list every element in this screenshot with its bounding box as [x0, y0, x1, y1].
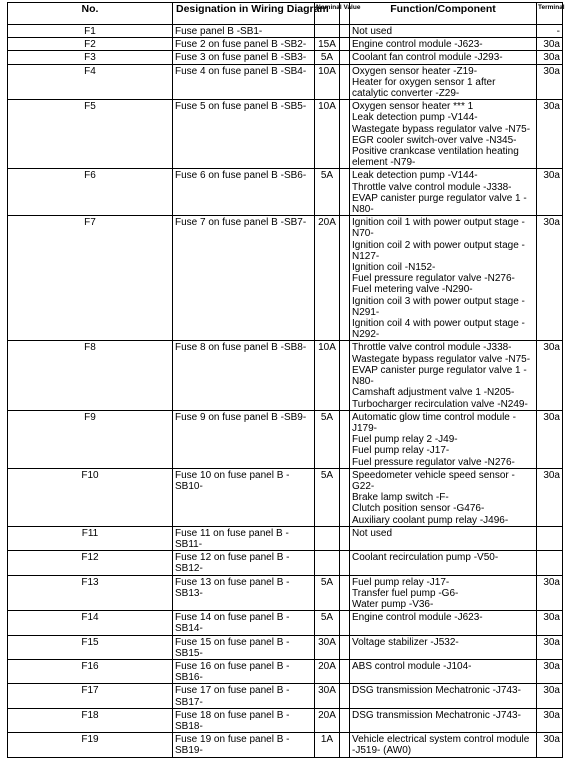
terminal-cell: 30a — [537, 169, 563, 216]
fuse-number-cell: F1 — [8, 25, 173, 38]
gap-cell — [340, 341, 350, 410]
gap-cell — [340, 575, 350, 611]
nominal-value-cell: 20A — [315, 708, 340, 732]
terminal-cell: 30a — [537, 341, 563, 410]
nominal-value-cell: 30A — [315, 684, 340, 708]
fuse-number-cell: F9 — [8, 410, 173, 468]
terminal-cell: 30a — [537, 575, 563, 611]
function-cell: Coolant fan control module -J293- — [350, 51, 537, 64]
gap-cell — [340, 216, 350, 341]
terminal-cell: - — [537, 25, 563, 38]
designation-cell: Fuse 13 on fuse panel B -SB13- — [173, 575, 315, 611]
fuse-number-cell: F3 — [8, 51, 173, 64]
table-row — [8, 611, 563, 635]
table-row — [8, 526, 563, 550]
terminal-cell: 30a — [537, 38, 563, 51]
function-cell: Vehicle electrical system control module -J519- (AW0) — [350, 733, 537, 757]
function-cell: Engine control module -J623- — [350, 611, 537, 635]
fuse-number-cell: F8 — [8, 341, 173, 410]
fuse-number-cell: F14 — [8, 611, 173, 635]
fuse-number-cell: F16 — [8, 659, 173, 683]
terminal-cell: 30a — [537, 611, 563, 635]
nominal-value-cell: 5A — [315, 611, 340, 635]
terminal-cell: 30a — [537, 684, 563, 708]
fuse-number-cell: F5 — [8, 100, 173, 169]
fuse-number-cell: F12 — [8, 551, 173, 575]
function-cell: Fuel pump relay -J17- Transfer fuel pump -G6- Water pump -V36- — [350, 575, 537, 611]
function-cell: Speedometer vehicle speed sensor -G22- Brake lamp switch -F- Clutch position sensor -G476- Auxiliary coolant pump relay -J496- — [350, 468, 537, 526]
fuse-number-cell: F19 — [8, 733, 173, 757]
designation-cell: Fuse panel B -SB1- — [173, 25, 315, 38]
header-no: No. — [8, 3, 173, 25]
fuse-number-cell: F2 — [8, 38, 173, 51]
table-row — [8, 468, 563, 526]
table-row — [8, 551, 563, 575]
function-cell: Automatic glow time control module -J179- Fuel pump relay 2 -J49- Fuel pump relay -J17- Fuel pressure regulator valve -N276- — [350, 410, 537, 468]
table-row — [8, 64, 563, 100]
function-cell: Not used — [350, 526, 537, 550]
terminal-cell: 30a — [537, 64, 563, 100]
gap-cell — [340, 169, 350, 216]
designation-cell: Fuse 4 on fuse panel B -SB4- — [173, 64, 315, 100]
function-cell: Coolant recirculation pump -V50- — [350, 551, 537, 575]
nominal-value-cell: 10A — [315, 100, 340, 169]
gap-cell — [340, 659, 350, 683]
nominal-value-cell: 5A — [315, 51, 340, 64]
function-cell: Leak detection pump -V144- Throttle valve control module -J338- EVAP canister purge regulator valve 1 -N80- — [350, 169, 537, 216]
designation-cell: Fuse 8 on fuse panel B -SB8- — [173, 341, 315, 410]
fuse-number-cell: F18 — [8, 708, 173, 732]
terminal-cell: 30a — [537, 635, 563, 659]
header-terminal: Terminal — [537, 3, 563, 25]
function-cell: Voltage stabilizer -J532- — [350, 635, 537, 659]
designation-cell: Fuse 19 on fuse panel B -SB19- — [173, 733, 315, 757]
gap-cell — [340, 25, 350, 38]
nominal-value-cell: 1A — [315, 733, 340, 757]
function-cell: ABS control module -J104- — [350, 659, 537, 683]
fuse-number-cell: F13 — [8, 575, 173, 611]
table-row — [8, 635, 563, 659]
gap-cell — [340, 733, 350, 757]
table-body — [8, 25, 563, 758]
fuse-number-cell: F17 — [8, 684, 173, 708]
nominal-value-cell: 5A — [315, 575, 340, 611]
designation-cell: Fuse 2 on fuse panel B -SB2- — [173, 38, 315, 51]
header-nominal-value: Nominal Value — [315, 3, 340, 25]
table-row — [8, 25, 563, 38]
table-row — [8, 659, 563, 683]
gap-cell — [340, 611, 350, 635]
table-row — [8, 38, 563, 51]
function-cell: Throttle valve control module -J338- Wastegate bypass regulator valve -N75- EVAP canister purge regulator valve 1 -N80- Camshaft adjustment valve 1 -N205- Turbocharger recirculation valve -N249- — [350, 341, 537, 410]
designation-cell: Fuse 5 on fuse panel B -SB5- — [173, 100, 315, 169]
terminal-cell: 30a — [537, 410, 563, 468]
function-cell: DSG transmission Mechatronic -J743- — [350, 684, 537, 708]
terminal-cell: 30a — [537, 51, 563, 64]
terminal-cell: 30a — [537, 100, 563, 169]
designation-cell: Fuse 14 on fuse panel B -SB14- — [173, 611, 315, 635]
table-row — [8, 51, 563, 64]
gap-cell — [340, 51, 350, 64]
terminal-cell — [537, 551, 563, 575]
nominal-value-cell — [315, 551, 340, 575]
fuse-number-cell: F6 — [8, 169, 173, 216]
function-cell: Engine control module -J623- — [350, 38, 537, 51]
nominal-value-cell — [315, 25, 340, 38]
gap-cell — [340, 38, 350, 51]
nominal-value-cell: 10A — [315, 64, 340, 100]
designation-cell: Fuse 11 on fuse panel B -SB11- — [173, 526, 315, 550]
designation-cell: Fuse 18 on fuse panel B -SB18- — [173, 708, 315, 732]
terminal-cell: 30a — [537, 468, 563, 526]
designation-cell: Fuse 15 on fuse panel B -SB15- — [173, 635, 315, 659]
table-row — [8, 100, 563, 169]
gap-cell — [340, 526, 350, 550]
designation-cell: Fuse 12 on fuse panel B -SB12- — [173, 551, 315, 575]
designation-cell: Fuse 17 on fuse panel B -SB17- — [173, 684, 315, 708]
designation-cell: Fuse 16 on fuse panel B -SB16- — [173, 659, 315, 683]
designation-cell: Fuse 6 on fuse panel B -SB6- — [173, 169, 315, 216]
table-row — [8, 341, 563, 410]
function-cell: DSG transmission Mechatronic -J743- — [350, 708, 537, 732]
table-row — [8, 684, 563, 708]
fuse-number-cell: F15 — [8, 635, 173, 659]
gap-cell — [340, 708, 350, 732]
gap-cell — [340, 635, 350, 659]
function-cell: Ignition coil 1 with power output stage -N70- Ignition coil 2 with power output stage -N127- Ignition coil -N152- Fuel pressure regulator valve -N276- Fuel metering valve -N290- Ignition coil 3 with power output stage -N291- Ignition coil 4 with power output stage -N292- — [350, 216, 537, 341]
table-row — [8, 169, 563, 216]
designation-cell: Fuse 9 on fuse panel B -SB9- — [173, 410, 315, 468]
designation-cell: Fuse 7 on fuse panel B -SB7- — [173, 216, 315, 341]
fuse-table — [7, 2, 563, 758]
header-function: Function/Component — [350, 3, 537, 25]
function-cell: Oxygen sensor heater *** 1 Leak detection pump -V144- Wastegate bypass regulator valve -N75- EGR cooler switch-over valve -N345- Positive crankcase ventilation heating element -N79- — [350, 100, 537, 169]
nominal-value-cell: 20A — [315, 216, 340, 341]
nominal-value-cell: 10A — [315, 341, 340, 410]
nominal-value-cell: 15A — [315, 38, 340, 51]
gap-cell — [340, 468, 350, 526]
nominal-value-cell: 5A — [315, 410, 340, 468]
gap-cell — [340, 64, 350, 100]
table-row — [8, 216, 563, 341]
gap-cell — [340, 551, 350, 575]
designation-cell: Fuse 10 on fuse panel B -SB10- — [173, 468, 315, 526]
fuse-document — [7, 2, 565, 758]
fuse-number-cell: F7 — [8, 216, 173, 341]
terminal-cell: 30a — [537, 708, 563, 732]
gap-cell — [340, 684, 350, 708]
fuse-number-cell: F11 — [8, 526, 173, 550]
fuse-number-cell: F4 — [8, 64, 173, 100]
nominal-value-cell — [315, 526, 340, 550]
fuse-number-cell: F10 — [8, 468, 173, 526]
terminal-cell: 30a — [537, 216, 563, 341]
function-cell: Oxygen sensor heater -Z19- Heater for oxygen sensor 1 after catalytic converter -Z29- — [350, 64, 537, 100]
gap-cell — [340, 410, 350, 468]
header-designation: Designation in Wiring Diagram — [173, 3, 315, 25]
nominal-value-cell: 30A — [315, 635, 340, 659]
header-row — [8, 3, 563, 25]
table-row — [8, 708, 563, 732]
designation-cell: Fuse 3 on fuse panel B -SB3- — [173, 51, 315, 64]
terminal-cell: 30a — [537, 659, 563, 683]
nominal-value-cell: 5A — [315, 468, 340, 526]
terminal-cell: 30a — [537, 733, 563, 757]
function-cell: Not used — [350, 25, 537, 38]
nominal-value-cell: 20A — [315, 659, 340, 683]
terminal-cell — [537, 526, 563, 550]
table-row — [8, 410, 563, 468]
table-row — [8, 733, 563, 757]
nominal-value-cell: 5A — [315, 169, 340, 216]
gap-cell — [340, 100, 350, 169]
table-row — [8, 575, 563, 611]
